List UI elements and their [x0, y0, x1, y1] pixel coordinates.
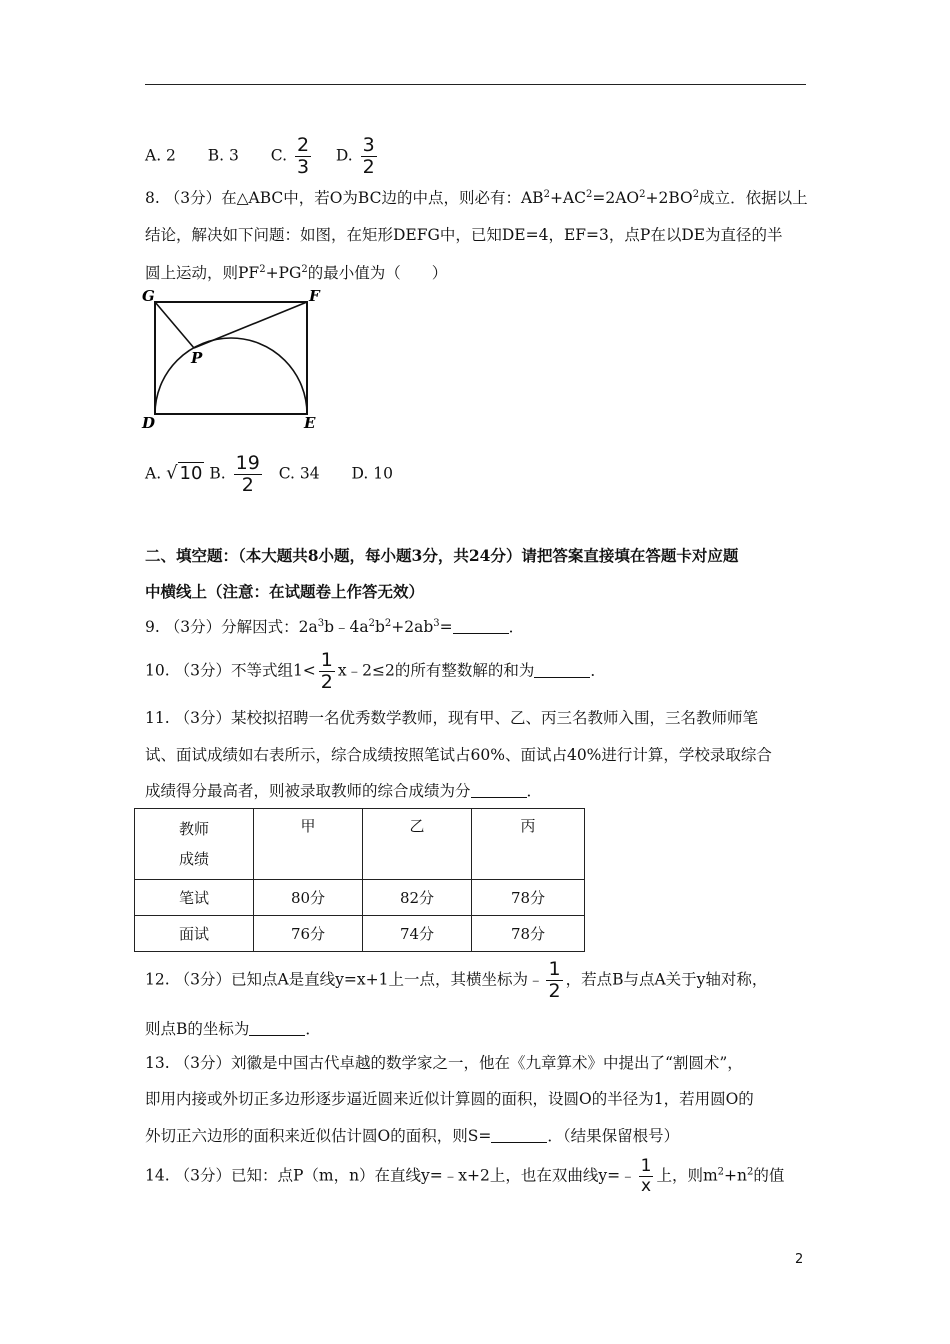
section-2-heading-line-2: 中横线上（注意：在试题卷上作答无效）	[145, 582, 425, 601]
table-header-row	[135, 809, 585, 880]
q10-answer-blank	[534, 663, 590, 678]
q12-line-1: 12. （3分）已知点A是直线y=x+1上一点，其横坐标为﹣ $\frac{1}{2}$ ，若点B与点A关于y轴对称，	[145, 958, 768, 1002]
label-d: D	[142, 414, 156, 432]
table-row	[135, 916, 585, 952]
q13-line-3: 外切正六边形的面积来近似估计圆O的面积，则S= ．（结果保留根号）	[145, 1127, 680, 1145]
q8-option-d: D. 10	[351, 464, 393, 483]
table-corner-cell: 教师 成绩	[135, 809, 254, 880]
q10: 10. （3分）不等式组1< $\frac{1}{2}$ x﹣2≤2的所有整数解的和为 ．	[145, 649, 606, 693]
rectangle-semicircle-figure	[138, 286, 328, 434]
q13-line-2: 即用内接或外切正多边形逐步逼近圆来近似计算圆的面积，设圆O的半径为1，若用圆O的	[145, 1090, 754, 1108]
q8-option-a-sqrt: √ 10	[166, 462, 203, 484]
table-row-label: 笔试	[135, 880, 254, 916]
table-cell: 78分	[472, 916, 585, 952]
q14: 14. （3分）已知：点P（m，n）在直线y=﹣x+2上，也在双曲线y=﹣ $\frac{1}{x}$ 上，则$m^2+n^2$的值	[145, 1156, 785, 1196]
q7-option-d-fraction: $\frac{3}{2}$	[362, 134, 375, 178]
score-table	[134, 808, 585, 952]
q14-fraction: $\frac{1}{x}$	[640, 1156, 652, 1196]
q8-option-c: C. 34	[278, 464, 320, 483]
q11-line-1: 11. （3分）某校拟招聘一名优秀数学教师，现有甲、乙、丙三名教师入围，三名教师师笔	[145, 709, 758, 727]
q7-options	[145, 136, 380, 177]
segment-pg	[155, 302, 194, 348]
semicircle-arc	[155, 338, 307, 414]
table-cell: 76分	[254, 916, 363, 952]
table-header-cell: 甲	[254, 809, 363, 880]
q7-option-d-label: D.	[335, 146, 353, 165]
q8-options	[145, 454, 393, 495]
table-cell: 74分	[363, 916, 472, 952]
label-e: E	[304, 414, 316, 432]
q13-answer-blank	[491, 1128, 547, 1143]
section-2-heading-line-1: 二、填空题：（本大题共8小题，每小题3分，共24分）请把答案直接填在答题卡对应题	[145, 546, 739, 565]
label-p: P	[191, 349, 203, 367]
q8-line-2: 结论，解决如下问题：如图，在矩形DEFG中，已知DE=4，EF=3，点P在以DE为直径的半	[145, 226, 783, 244]
q10-fraction: $\frac{1}{2}$	[320, 649, 333, 693]
table-cell: 80分	[254, 880, 363, 916]
q9-answer-blank	[453, 619, 509, 634]
q13-line-1: 13. （3分）刘徽是中国古代卓越的数学家之一，他在《九章算术》中提出了“割圆术”，	[145, 1054, 743, 1072]
q8-option-a-label: A.	[145, 464, 162, 483]
rectangle-defg	[155, 302, 307, 414]
q12-line-2: 则点B的坐标为 ．	[145, 1020, 321, 1038]
q7-option-a: A. 2	[145, 146, 176, 165]
header-rule	[145, 84, 806, 85]
q12-fraction: $\frac{1}{2}$	[548, 958, 561, 1002]
q8-line-3: 圆上运动，则$PF^2+PG^2$的最小值为（ ）	[145, 264, 448, 282]
q8-option-b-fraction: $\frac{19}{2}$	[235, 452, 260, 496]
page-number: 2	[795, 1252, 804, 1267]
table-cell: 82分	[363, 880, 472, 916]
label-f: F	[309, 287, 320, 305]
q12-answer-blank	[249, 1021, 305, 1036]
table-header-cell: 乙	[363, 809, 472, 880]
table-row-label: 面试	[135, 916, 254, 952]
q7-option-c-label: C.	[270, 146, 288, 165]
table-cell: 78分	[472, 880, 585, 916]
label-g: G	[142, 287, 155, 305]
q11-answer-blank	[471, 783, 527, 798]
table-header-cell: 丙	[472, 809, 585, 880]
q8-option-b-label: B.	[209, 464, 226, 483]
q7-option-b: B. 3	[207, 146, 239, 165]
q11-line-3: 成绩得分最高者，则被录取教师的综合成绩为分 ．	[145, 782, 543, 800]
q9: 9. （3分）分解因式：$2a^3b﹣4a^2b^2+2ab^3=$ ．	[145, 618, 525, 636]
q7-option-c-fraction: $\frac{2}{3}$	[296, 134, 310, 178]
q8-line-1: 8. （3分）在△ABC中，若O为BC边的中点，则必有：$AB^2+AC^2=2AO^2+2BO^2$成立．依据以上	[145, 189, 808, 207]
table-row	[135, 880, 585, 916]
q11-line-2: 试、面试成绩如右表所示，综合成绩按照笔试占60%、面试占40%进行计算，学校录取综合	[145, 746, 772, 764]
